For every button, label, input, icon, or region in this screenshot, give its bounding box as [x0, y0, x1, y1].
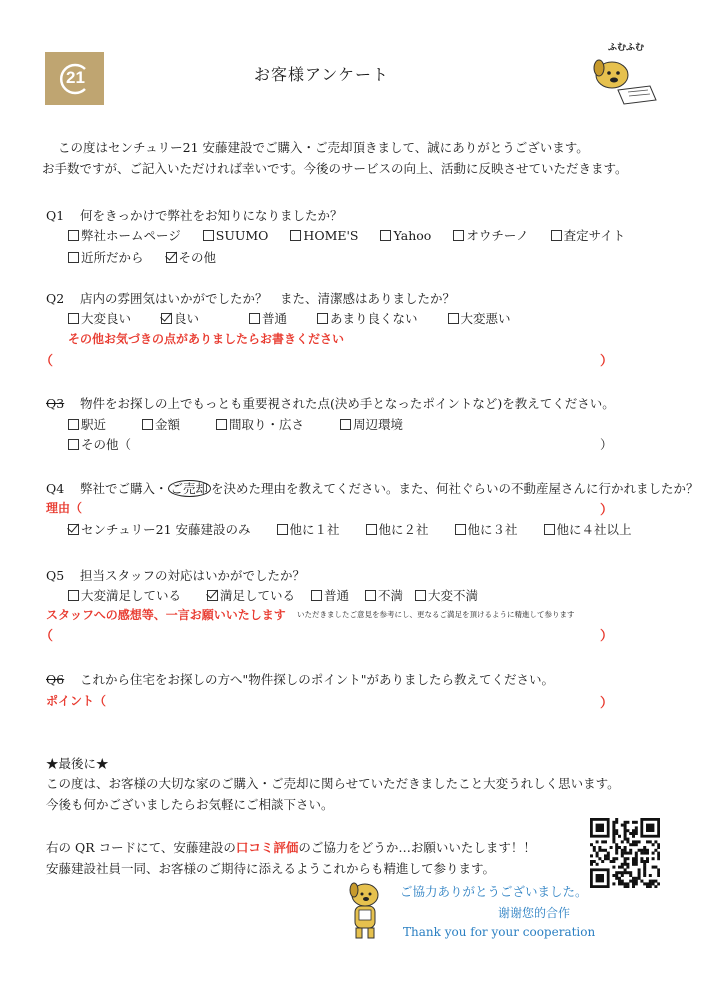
q2-option-good[interactable]: 良い [161, 309, 199, 327]
q4-reason-label: 理由（ [46, 501, 83, 515]
q4-option-only-us[interactable]: センチュリー21 安藤建設のみ [68, 520, 251, 538]
q2-comment-field[interactable] [58, 348, 598, 366]
checkbox[interactable] [448, 313, 459, 324]
q5-comment-open: （ [40, 629, 54, 644]
q3-options [68, 415, 421, 433]
checkbox[interactable] [68, 313, 79, 324]
q3-question: 物件をお探しの上でもっとも重要視された点(決め手となったポイントなど)を教えてください。 [79, 396, 615, 411]
q6-point-close: ） [600, 696, 614, 711]
q1-heading [46, 206, 343, 224]
checkbox-checked[interactable] [207, 590, 218, 601]
checkbox[interactable] [203, 230, 214, 241]
checkbox[interactable] [249, 313, 260, 324]
checkbox[interactable] [366, 524, 377, 535]
q3-option-other[interactable]: その他（ [68, 435, 131, 453]
checkbox[interactable] [380, 230, 391, 241]
q2-question: 店内の雰囲気はいかがでしたか？ また、清潔感はありましたか？ [79, 291, 455, 306]
mascot-standing-illustration [343, 880, 389, 942]
q1-number: Q1 [46, 208, 65, 223]
closing-line-1: この度は、お客様の大切な家のご購入・ご売却に関らせていただきましたこと大変うれしく思います。 [46, 776, 620, 791]
thanks-chinese: 谢谢您的合作 [498, 906, 571, 920]
checkbox[interactable] [68, 590, 79, 601]
q4-option-2-others[interactable]: 他に２社 [366, 520, 429, 538]
q3-option-layout[interactable]: 間取り・広さ [216, 415, 304, 433]
checkbox[interactable] [455, 524, 466, 535]
q3-heading [46, 394, 615, 412]
q1-option-homes[interactable]: HOME'S [290, 228, 358, 243]
checkbox[interactable] [142, 419, 153, 430]
q5-option-very-unsatisfied[interactable]: 大変不満 [415, 586, 478, 604]
closing-qr-line: 右の QR コードにて、安藤建設の口コミ評価のご協力をどうか…お願いいたします！！ [46, 840, 536, 855]
q6-heading [46, 670, 554, 688]
q3-option-price[interactable]: 金額 [142, 415, 180, 433]
q2-options [68, 309, 529, 327]
checkbox[interactable] [544, 524, 555, 535]
page-title: お客様アンケート [254, 65, 390, 84]
checkbox[interactable] [365, 590, 376, 601]
q3-option-surroundings[interactable]: 周辺環境 [340, 415, 403, 433]
logo-number: 21 [66, 68, 85, 87]
q5-comment-field[interactable] [58, 623, 598, 641]
q1-options-row1 [68, 226, 643, 244]
q4-option-1-other[interactable]: 他に１社 [277, 520, 340, 538]
review-highlight: 口コミ評価 [235, 840, 299, 855]
q2-option-very-good[interactable]: 大変良い [68, 309, 131, 327]
q5-comment-prompt: スタッフへの感想等、一言お願いいたします [46, 608, 286, 622]
intro-line-1: この度はセンチュリー21 安藤建設でご購入・ご売却頂きまして、誠にありがとうございます。 [58, 140, 589, 155]
q2-option-not-good[interactable]: あまり良くない [317, 309, 418, 327]
q2-option-normal[interactable]: 普通 [249, 309, 287, 327]
q2-number: Q2 [46, 291, 65, 306]
q5-option-satisfied[interactable]: 満足している [207, 586, 295, 604]
q5-question: 担当スタッフの対応はいかがでしたか？ [79, 568, 305, 583]
mascot-reading-illustration [582, 40, 662, 106]
q3-other-close: ） [600, 437, 613, 452]
q4-heading [46, 479, 699, 497]
checkbox[interactable] [68, 419, 79, 430]
q5-option-very-satisfied[interactable]: 大変満足している [68, 586, 181, 604]
checkbox-checked[interactable] [161, 313, 172, 324]
q5-heading [46, 566, 305, 584]
closing-line-2: 今後も何かございましたらお気軽にご相談下さい。 [46, 797, 334, 812]
q1-option-nearby[interactable]: 近所だから [68, 248, 144, 266]
q5-number: Q5 [46, 568, 65, 583]
q3-option-station[interactable]: 駅近 [68, 415, 106, 433]
q4-option-3-others[interactable]: 他に３社 [455, 520, 518, 538]
q4-number: Q4 [46, 481, 65, 496]
q6-point-field[interactable] [112, 690, 598, 708]
century21-logo [45, 52, 104, 105]
q1-option-satei[interactable]: 査定サイト [551, 226, 626, 244]
qr-code[interactable] [590, 818, 660, 888]
intro-line-2: お手数ですが、ご記入いただければ幸いです。今後のサービスの向上、活動に反映させていただきます。 [42, 161, 628, 176]
q1-option-suumo[interactable]: SUUMO [203, 228, 269, 243]
checkbox[interactable] [290, 230, 301, 241]
checkbox[interactable] [453, 230, 464, 241]
q4-reason-close: ） [600, 503, 614, 518]
q5-small-note: いただきましたご意見を参考にし、更なるご満足を頂けるように精進して参ります [297, 610, 575, 619]
thanks-japanese: ご協力ありがとうございました。 [400, 884, 588, 899]
mascot-caption: ふむふむ [608, 43, 645, 53]
checkbox[interactable] [415, 590, 426, 601]
checkbox[interactable] [340, 419, 351, 430]
checkbox[interactable] [311, 590, 322, 601]
checkbox[interactable] [68, 230, 79, 241]
checkbox[interactable] [68, 439, 79, 450]
q2-heading [46, 289, 455, 307]
q2-comment-prompt: その他お気づきの点がありましたらお書きください [68, 332, 345, 346]
q4-options [68, 520, 632, 538]
checkbox-checked[interactable] [68, 524, 79, 535]
closing-line-4: 安藤建設社員一同、お客様のご期待に添えるようこれからも精進して参ります。 [46, 861, 496, 876]
q1-option-yahoo[interactable]: Yahoo [380, 228, 431, 243]
checkbox-checked[interactable] [166, 252, 177, 263]
q5-option-normal[interactable]: 普通 [311, 586, 349, 604]
q3-number: Q3 [46, 396, 65, 411]
q1-question: 何をきっかけで弊社をお知りになりましたか？ [79, 208, 343, 223]
q2-comment-open: （ [40, 354, 54, 369]
q4-question-b: を決めた理由を教えてください。また、何社ぐらいの不動産屋さんに行かれましたか？ [211, 481, 699, 496]
q4-question-circled: ご売却 [168, 480, 212, 497]
q5-options [68, 586, 478, 604]
closing-heading: ★最後に★ [46, 756, 109, 771]
q5-comment-close: ） [600, 629, 614, 644]
q1-option-ouchino[interactable]: オウチーノ [453, 226, 528, 244]
checkbox[interactable] [551, 230, 562, 241]
thanks-english: Thank you for your cooperation [403, 925, 596, 939]
q5-option-unsatisfied[interactable]: 不満 [365, 586, 403, 604]
checkbox[interactable] [277, 524, 288, 535]
q1-option-other[interactable]: その他 [166, 248, 217, 266]
q6-number: Q6 [46, 672, 65, 687]
q4-reason-field[interactable] [96, 497, 596, 515]
checkbox[interactable] [216, 419, 227, 430]
q2-comment-close: ） [600, 354, 614, 369]
q1-option-homepage[interactable]: 弊社ホームページ [68, 226, 181, 244]
q6-question: これから住宅をお探しの方へ"物件探しのポイント"がありましたら教えてください。 [79, 672, 554, 687]
q4-option-4plus-others[interactable]: 他に４社以上 [544, 520, 632, 538]
q2-option-very-bad[interactable]: 大変悪い [448, 309, 511, 327]
checkbox[interactable] [317, 313, 328, 324]
q1-options-row2 [68, 248, 234, 266]
q6-point-label: ポイント（ [46, 694, 107, 708]
checkbox[interactable] [68, 252, 79, 263]
q4-question-a: 弊社でご購入・ [79, 481, 168, 496]
